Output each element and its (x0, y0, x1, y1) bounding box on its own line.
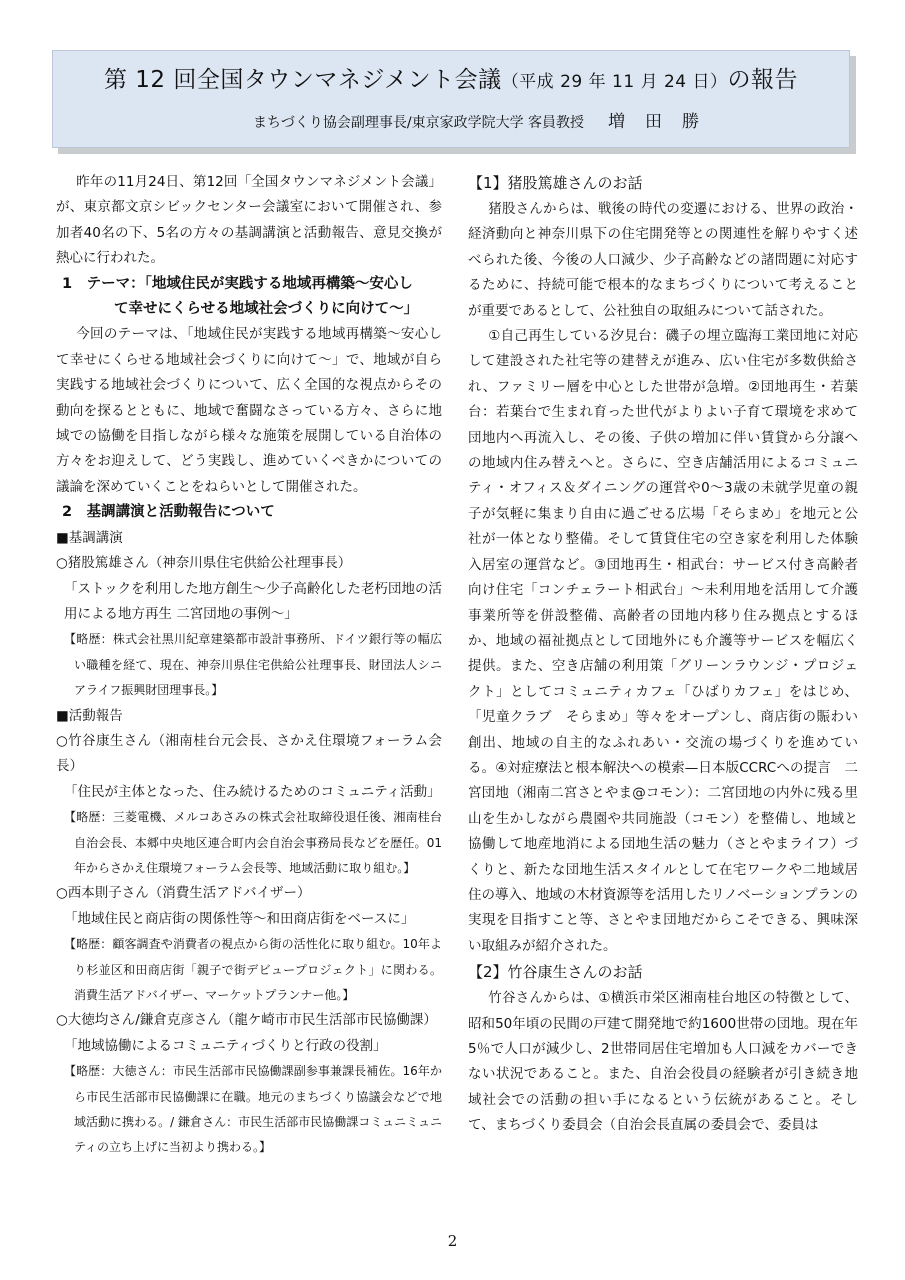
talk2-heading: 【2】竹谷康生さんのお話 (468, 963, 643, 982)
speaker1-profile: 【略歴：株式会社黒川紀章建築都市設計事務所、ドイツ銀行等の幅広い職種を経て、現在、神奈川県住宅供給公社理事長、財団法人シニアライフ振興財団理事長。】 (64, 632, 442, 698)
left-column (56, 170, 442, 1161)
speaker1-talk-title: 「ストックを利用した地方創生〜少子高齢化した老朽団地の活用による地方再生 二宮団地の事例〜」 (64, 580, 442, 622)
keynote-label: ■基調講演 (56, 529, 123, 546)
speaker2-profile: 【略歴：三菱電機、メルコあさみの株式会社取締役退任後、湘南桂台自治会長、本郷中央地区連合町内会自治会事務局長などを歴任。01年からさかえ住環境フォーラム会長等、地域活動に取り組む。】 (64, 810, 442, 875)
author-affiliation: まちづくり協会副理事長/東京家政学院大学 客員教授 (253, 115, 585, 131)
speaker3-profile: 【略歴：顧客調査や消費者の視点から街の活性化に取り組む。10年より杉並区和田商店街「親子で街デビュープロジェクト」に関わる。消費生活アドバイザー、マーケットプランナー他。】 (64, 937, 442, 1002)
section1-heading-line2: て幸せにくらせる地域社会づくりに向けて〜」 (114, 301, 419, 318)
section1-body: 今回のテーマは、「地域住民が実践する地域再構築〜安心して幸せにくらせる地域社会づくりに向けて〜」で、地域が自ら実践する地域社会づくりについて、広く全国的な視点からその動向を探るとともに、地域で奮闘なさっている方々、さらに地域での協働を目指しながら様々な施策を展開している自治体の方々をお迎えして、どう実践し、進めていくべきかについての議論を深めていくことをねらいとして開催された。 (56, 326, 442, 495)
speaker4-profile: 【略歴：大徳さん：市民生活部市民協働課副参事兼課長補佐。16年から市民生活部市民協働課に在職。地元のまちづくり協議会などで地域活動に携わる。/ 鎌倉さん：市民生活部市民協働課コミュニミュニティの立ち上げに当初より携わる。】 (64, 1064, 442, 1155)
report-label: ■活動報告 (56, 707, 123, 724)
speaker4-name: ○大徳均さん/鎌倉克彦さん（龍ケ崎市市民生活部市民協働課） (56, 1012, 437, 1029)
page-title: 第 12 回全国タウンマネジメント会議（平成 29 年 11 月 24 日）の報告 (103, 67, 799, 93)
talk1-paragraph1: 猪股さんからは、戦後の時代の変遷における、世界の政治・経済動向と神奈川県下の住宅開発等との関連性を解りやすく述べられた後、今後の人口減少、少子高齢などの諸問題に対応するために、持続可能で根本的なまちづくりについて考えることが重要であるとして、公社独自の取組みについて話された。 (468, 201, 858, 319)
talk2-paragraph1: 竹谷さんからは、①横浜市栄区湘南桂台地区の特徴として、昭和50年頃の民間の戸建て開発地で約1600世帯の団地。現在年5％で人口が減少し、2世帯同居住宅増加も人口減をカバーできない状況であること。また、自治会役員の経験者が引き続き地域社会での活動の担い手になるという伝統があること。そして、まちづくり委員会（自治会長直属の委員会で、委員は (468, 990, 858, 1134)
speaker3-name: ○西本則子さん（消費生活アドバイザー） (56, 885, 311, 902)
report-header (52, 50, 850, 148)
talk1-heading: 【1】猪股篤雄さんのお話 (468, 174, 643, 192)
title-date: （平成 29 年 11 月 24 日） (501, 72, 728, 92)
section2-heading: 2 基調講演と活動報告について (62, 504, 275, 521)
section1-heading-line1: 1 テーマ：「地域住民が実践する地域再構築〜安心し (62, 275, 413, 292)
author-line (253, 111, 719, 134)
author-name: 増田勝 (608, 112, 720, 132)
speaker1-name: ○猪股篤雄さん（神奈川県住宅供給公社理事長） (56, 555, 352, 572)
speaker3-talk-title: 「地域住民と商店街の関係性等〜和田商店街をベースに」 (64, 910, 415, 927)
speaker2-name: ○竹谷康生さん（湘南桂台元会長、さかえ住環境フォーラム会長） (56, 732, 442, 775)
page-number: 2 (447, 1232, 458, 1250)
speaker2-talk-title: 「住民が主体となった、住み続けるためのコミュニティ活動」 (64, 783, 441, 800)
speaker4-talk-title: 「地域協働によるコミュニティづくりと行政の役割」 (64, 1037, 387, 1054)
intro-paragraph: 昨年の11月24日、第12回「全国タウンマネジメント会議」が、東京都文京シビックセンター会議室において開催され、参加者40名の下、5名の方々の基調講演と活動報告、意見交換が熱心に行われた。 (56, 174, 442, 267)
talk1-paragraph2: ①自己再生している汐見台：磯子の埋立臨海工業団地に対応して建設された社宅等の建替えが進み、広い住宅が多数供給され、ファミリー層を中心とした世帯が急増。②団地再生・若葉台：若葉台で生まれ育った世代がよりよい子育て環境を求めて団地内へ再流入し、その後、子供の増加に伴い賃貸から分譲への地域内住み替えへと。さらに、空き店舗活用によるコミュニティ・オフィス＆ダイニングの運営や0〜3歳の未就学児童の親子が気軽に集まり自由に過ごせる広場「そらまめ」を地元と公社が一体となり整備。そして賃貸住宅の空き家を利用した体験入居室の運営など。③団地再生・相武台：サービス付き高齢者向け住宅「コンチェラート相武台」〜未利用地を活用して介護事業所等を併設整備、高齢者の団地内移り住み拠点とするほか、地域の福祉拠点として団地外にも介護等サービスを幅広く提供。また、空き店舗の利用策「グリーンラウンジ・プロジェクト」としてコミュニティカフェ「ひばりカフェ」をはじめ、「児童クラブ そらまめ」等々をオープンし、商店街の賑わい創出、地域の自主的なふれあい・交流の場づくりを進めている。④対症療法と根本解決への模索—日本版CCRCへの提言 二宮団地（湘南二宮さとやま@コモン）：二宮団地の内外に残る里山を生かしながら農園や共同施設（コモン）を整備し、地域と協働して地産地消による団地生活の魅力（さとやまライフ）づくりと、新たな団地生活スタイルとして在宅ワークや二地域居住の導入、地域の木材資源等を活用したリノベーションプランの実現を目指すこと等、さとやま団地だからこそできる、興味深い取組みが紹介された。 (468, 328, 858, 954)
right-column (468, 170, 858, 1139)
